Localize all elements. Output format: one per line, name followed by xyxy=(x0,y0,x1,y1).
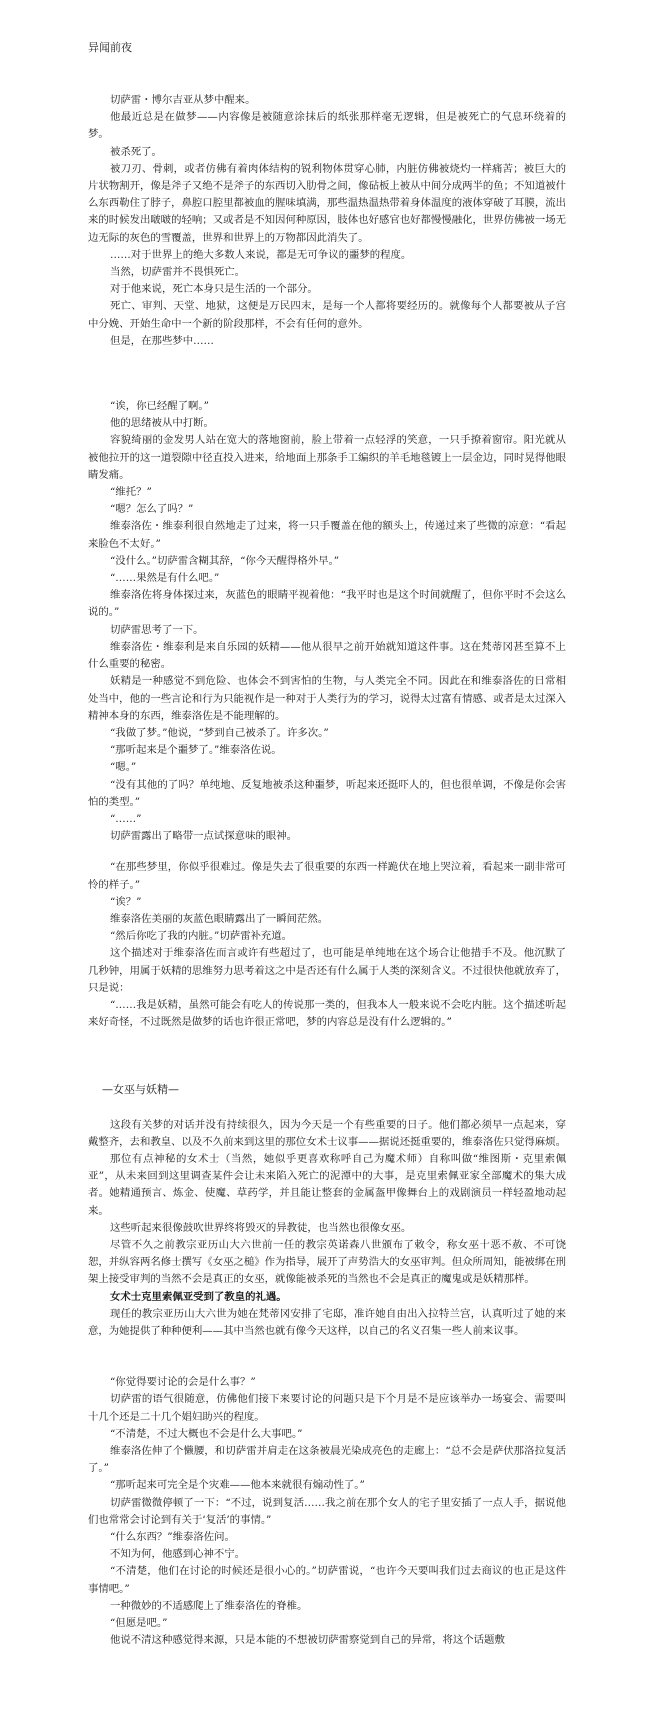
body-paragraph: 维泰洛佐将身体探过来，灰蓝色的眼睛平视着他：“我平时也是这个时间就醒了，但你平时不会这么说的。” xyxy=(88,589,566,619)
body-paragraph: “诶？” xyxy=(110,895,142,908)
body-paragraph: 被杀死了。 xyxy=(110,145,162,158)
body-paragraph: “维托？” xyxy=(110,486,152,499)
body-paragraph: 切萨雷微微停顿了一下：“不过，说到复活……我之前在那个女人的宅子里安插了一点人手，据说他们也常常会讨论到有关于‘复活’的事情。” xyxy=(88,1496,566,1526)
body-paragraph: 当然，切萨雷并不畏惧死亡。 xyxy=(110,266,246,279)
body-paragraph: 但是，在那些梦中…… xyxy=(110,334,214,347)
body-paragraph: 尽管不久之前教宗亚历山大六世前一任的教宗英诺森八世颁布了敕令，称女巫十恶不赦、不可饶恕，并纵容两名修士撰写《女巫之槌》作为指导，展开了声势浩大的女巫审判。但众所周知，能被绑在刑架上接受审判的当然不会是真正的女巫，就像能被杀死的当然也不会是真正的魔鬼或是妖精那样。 xyxy=(88,1238,566,1286)
body-paragraph: 维泰洛佐美丽的灰蓝色眼睛露出了一瞬间茫然。 xyxy=(110,912,329,925)
body-paragraph: ……对于世界上的绝大多数人来说，都是无可争议的噩梦的程度。 xyxy=(110,248,412,261)
body-paragraph: “诶，你已经醒了啊。” xyxy=(110,400,209,413)
body-paragraph: “你觉得要讨论的会是什么事？” xyxy=(110,1376,256,1389)
body-paragraph: “但愿是吧。” xyxy=(110,1617,168,1630)
body-paragraph: 维泰洛佐・维泰利是来自乐园的妖精——他从很早之前开始就知道这件事。这在梵蒂冈甚至算不上什么重要的秘密。 xyxy=(88,640,566,671)
body-paragraph: 对于他来说，死亡本身只是生活的一个部分。 xyxy=(110,283,318,296)
body-paragraph: 这些听起来很像鼓吹世界终将毁灭的异教徒，也当然也很像女巫。 xyxy=(110,1221,412,1234)
body-paragraph: “那听起来可完全是个灾难——他本来就很有煽动性了。” xyxy=(110,1479,365,1492)
body-paragraph: 那位有点神秘的女术士（当然，她似乎更喜欢称呼自己为魔术师）自称叫做“维图斯・克里索佩亚”，从未来回到这里调查某件会让未来陷入死亡的泥潭中的大事，是克里索佩亚家全部魔术的集大成者。她精通预言、炼金、使魔、草药学，并且能让整套的金属盔甲像舞台上的戏剧演员一样轻盈地动起来。 xyxy=(88,1152,566,1217)
body-paragraph: “什么东西？”维泰洛佐问。 xyxy=(110,1531,235,1544)
body-paragraph: 他说不清这种感觉得来源，只是本能的不想被切萨雷察觉到自己的异常，将这个话题敷 xyxy=(110,1634,505,1647)
page-header-title: 异闻前夜 xyxy=(88,41,132,54)
body-paragraph: “……我是妖精，虽然可能会有吃人的传说那一类的，但我本人一般来说不会吃内脏。这个描述听起来好奇怪，不过既然是做梦的话也许很正常吧，梦的内容总是没有什么逻辑的。” xyxy=(88,998,566,1029)
body-paragraph: “没有其他的了吗？单纯地、反复地被杀这种噩梦，听起来还挺吓人的，但也很单调，不像是你会害怕的类型。” xyxy=(88,778,566,808)
section-heading: —女巫与妖精— xyxy=(102,1083,179,1097)
body-paragraph: 切萨雷的语气很随意，仿佛他们接下来要讨论的问题只是下个月是不是应该举办一场宴会、需要叫十几个还是二十几个娼妇助兴的程度。 xyxy=(88,1393,566,1423)
body-paragraph: 女术士克里索佩亚受到了教皇的礼遇。 xyxy=(110,1290,287,1303)
body-paragraph: 死亡、审判、天堂、地狱，这便是万民四末，是每一个人都将要经历的。就像每个人都要被从子宫中分娩、开始生命中一个新的阶段那样，不会有任何的意外。 xyxy=(88,300,566,330)
body-paragraph: “在那些梦里，你似乎很难过。像是失去了很重要的东西一样跪伏在地上哭泣着，看起来一副非常可怜的样子。” xyxy=(88,861,566,891)
body-paragraph: 切萨雷・博尔吉亚从梦中醒来。 xyxy=(110,94,256,106)
body-paragraph: 这段有关梦的对话并没有持续很久，因为今天是一个有些重要的日子。他们都必须早一点起来，穿戴整齐，去和教皇、以及不久前来到这里的那位女术士议事——据说还挺重要的，维泰洛佐只觉得麻烦。 xyxy=(88,1118,566,1148)
body-paragraph: 切萨雷露出了略带一点试探意味的眼神。 xyxy=(110,830,298,843)
body-paragraph: 维泰洛佐・维泰利很自然地走了过来，将一只手覆盖在他的额头上，传递过来了些微的凉意：“看起来脸色不太好。” xyxy=(88,520,566,550)
body-paragraph: “嗯？怎么了吗？” xyxy=(110,503,194,516)
document-body xyxy=(88,92,566,1649)
body-paragraph: 这个描述对于维泰洛佐而言或许有些超过了，也可能是单纯地在这个场合让他措手不及。他沉默了几秒钟，用属于妖精的思维努力思考着这之中是否还有什么属于人类的深刻含义。不过很快他就放弃了，只是说： xyxy=(88,947,566,994)
body-paragraph: “那听起来是个噩梦了。”维泰洛佐说。 xyxy=(110,744,282,757)
body-paragraph: “我做了梦。”他说，“梦到自己被杀了。许多次。” xyxy=(110,726,329,739)
body-paragraph: “嗯。” xyxy=(110,761,137,774)
body-paragraph: 不知为何，他感到心神不宁。 xyxy=(110,1548,246,1561)
body-paragraph: “……” xyxy=(110,812,142,825)
body-paragraph: 一种微妙的不适感爬上了维泰洛佐的脊椎。 xyxy=(110,1599,308,1612)
body-paragraph: “没什么。”切萨雷含糊其辞，“你今天醒得格外早。” xyxy=(110,554,340,567)
body-paragraph: “然后你吃了我的内脏。”切萨雷补充道。 xyxy=(110,930,293,943)
body-paragraph: 妖精是一种感觉不到危险、也体会不到害怕的生物，与人类完全不同。因此在和维泰洛佐的日常相处当中，他的一些言论和行为只能视作是一种对于人类行为的学习，说得太过富有情感、或者是太过深入精神本身的东西，维泰洛佐是不能理解的。 xyxy=(88,675,566,722)
body-paragraph: 切萨雷思考了一下。 xyxy=(110,623,204,636)
body-paragraph: “……果然是有什么吧。” xyxy=(110,572,220,585)
body-paragraph: “不清楚，他们在讨论的时候还是很小心的。”切萨雷说，“也许今天要叫我们过去商议的也正是这件事情吧。” xyxy=(88,1565,566,1595)
body-paragraph: 现任的教宗亚历山大六世为她在梵蒂冈安排了宅邸，准许她自由出入拉特兰宫，认真听过了她的来意，为她提供了种种便利——其中当然也就有像今天这样，以自己的名义召集一些人前来议事。 xyxy=(88,1307,566,1337)
body-paragraph: 维泰洛佐伸了个懒腰，和切萨雷并肩走在这条被晨光染成亮色的走廊上：“总不会是萨伏那洛拉复活了。” xyxy=(88,1445,566,1475)
body-paragraph: 他最近总是在做梦——内容像是被随意涂抹后的纸张那样毫无逻辑，但是被死亡的气息环绕着的梦。 xyxy=(88,111,566,141)
body-paragraph: 容貌绮丽的金发男人站在宽大的落地窗前，脸上带着一点轻浮的笑意，一只手撩着窗帘。阳光就从被他拉开的这一道裂隙中径直投入进来，给地面上那条手工编织的羊毛地毯镀上一层金边，同时晃得他眼睛发痛。 xyxy=(88,434,566,481)
body-paragraph: “不清楚，不过大概也不会是什么大事吧。” xyxy=(110,1427,303,1440)
body-paragraph: 他的思绪被从中打断。 xyxy=(110,417,214,430)
body-paragraph: 被刀刃、骨刺，或者仿佛有着肉体结构的锐利物体贯穿心肺，内脏仿佛被烧灼一样痛苦；被巨大的片状物割开，像是斧子又绝不是斧子的东西切入肋骨之间，像砧板上被从中间分成两半的鱼；不知道被什么东西勒住了脖子，鼻腔口腔里都被血的腥味填满，那些温热温热带着身体温度的液体穿破了耳膜，流出来的时候发出啵啵的轻响；又或者是不知因何种原因，肢体也好感官也好都慢慢融化，世界仿佛被一场无边无际的灰色的雪覆盖，世界和世界上的万物都因此消失了。 xyxy=(88,162,566,244)
